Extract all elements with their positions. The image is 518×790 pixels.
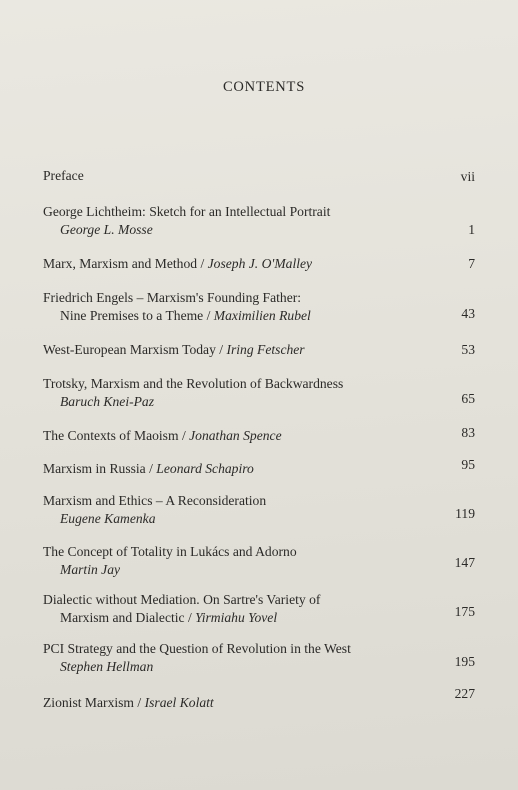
toc-entry-lichtheim[interactable] bbox=[43, 203, 475, 239]
toc-entry-west-european[interactable]: West-European Marxism Today / Iring Fetscher 53 bbox=[43, 342, 475, 357]
entry-author: Iring Fetscher bbox=[226, 342, 305, 357]
toc-entry-trotsky[interactable] bbox=[43, 375, 475, 411]
entry-title: Trotsky, Marxism and the Revolution of Backwardness bbox=[43, 376, 344, 391]
entry-title: West-European Marxism Today bbox=[43, 342, 216, 357]
entry-title: PCI Strategy and the Question of Revolution in the West bbox=[43, 641, 351, 656]
entry-title: Zionist Marxism bbox=[43, 695, 135, 710]
entry-page-number: 53 bbox=[461, 342, 475, 357]
entry-page-number: vii bbox=[460, 169, 475, 184]
entry-author: Martin Jay bbox=[60, 562, 121, 577]
entry-page-number: 1 bbox=[468, 222, 475, 237]
toc-entry-preface[interactable] bbox=[43, 167, 475, 185]
entry-page-number: 195 bbox=[454, 654, 475, 669]
entry-title: George Lichtheim: Sketch for an Intellectual Portrait bbox=[43, 204, 331, 219]
toc-entry-sartre[interactable]: Dialectic without Mediation. On Sartre's Variety of Marxism and Dialectic / Yirmiahu Yovel 175 bbox=[43, 592, 475, 625]
entry-author: Jonathan Spence bbox=[189, 428, 282, 443]
entry-author: Leonard Schapiro bbox=[156, 461, 254, 476]
entry-page-number: 7 bbox=[468, 256, 475, 271]
entry-page-number: 65 bbox=[461, 391, 475, 406]
entry-title: Marxism in Russia bbox=[43, 461, 146, 476]
entry-title: Marx, Marxism and Method bbox=[43, 256, 198, 271]
entry-author: Israel Kolatt bbox=[144, 695, 214, 710]
entry-title: The Contexts of Maoism bbox=[43, 428, 179, 443]
entry-author: George L. Mosse bbox=[60, 222, 153, 237]
entry-page-number: 147 bbox=[454, 555, 475, 570]
toc-entry-maoism[interactable]: The Contexts of Maoism / Jonathan Spence 83 bbox=[43, 425, 475, 443]
page-title: CONTENTS bbox=[222, 79, 306, 95]
toc-entry-totality[interactable] bbox=[43, 543, 475, 579]
entry-title: Dialectic without Mediation. On Sartre's Variety of bbox=[43, 592, 321, 607]
toc-entry-zionist[interactable]: Zionist Marxism / Israel Kolatt 227 bbox=[43, 686, 475, 710]
entry-title: The Concept of Totality in Lukács and Adorno bbox=[43, 544, 297, 559]
entry-title: Preface bbox=[43, 168, 84, 183]
entry-author: Yirmiahu Yovel bbox=[195, 610, 278, 625]
entry-author: Joseph J. O'Malley bbox=[207, 256, 313, 271]
toc-entry-engels[interactable]: Friedrich Engels – Marxism's Founding Father: Nine Premises to a Theme / Maximilien Rubel 43 bbox=[43, 290, 475, 323]
entry-author: Stephen Hellman bbox=[60, 659, 154, 674]
entry-author: Eugene Kamenka bbox=[60, 511, 156, 526]
entry-title-continued: Marxism and Dialectic bbox=[60, 610, 185, 625]
entry-page-number: 95 bbox=[461, 457, 475, 472]
toc-entry-pci[interactable] bbox=[43, 640, 475, 676]
entry-page-number: 43 bbox=[461, 306, 475, 321]
entry-page-number: 227 bbox=[454, 686, 475, 701]
entry-page-number: 175 bbox=[454, 604, 475, 619]
entry-title: Friedrich Engels – Marxism's Founding Father: bbox=[43, 290, 302, 305]
toc-entry-marx-method[interactable]: Marx, Marxism and Method / Joseph J. O'Malley 7 bbox=[43, 256, 475, 271]
entry-author: Baruch Knei-Paz bbox=[60, 394, 155, 409]
entry-page-number: 83 bbox=[461, 425, 475, 440]
entry-title: Marxism and Ethics – A Reconsideration bbox=[43, 493, 267, 508]
entry-author: Maximilien Rubel bbox=[213, 308, 311, 323]
toc-entry-russia[interactable]: Marxism in Russia / Leonard Schapiro 95 bbox=[43, 457, 475, 476]
toc-entry-ethics[interactable] bbox=[43, 492, 475, 528]
entry-title-continued: Nine Premises to a Theme bbox=[60, 308, 204, 323]
entry-page-number: 119 bbox=[455, 506, 475, 521]
